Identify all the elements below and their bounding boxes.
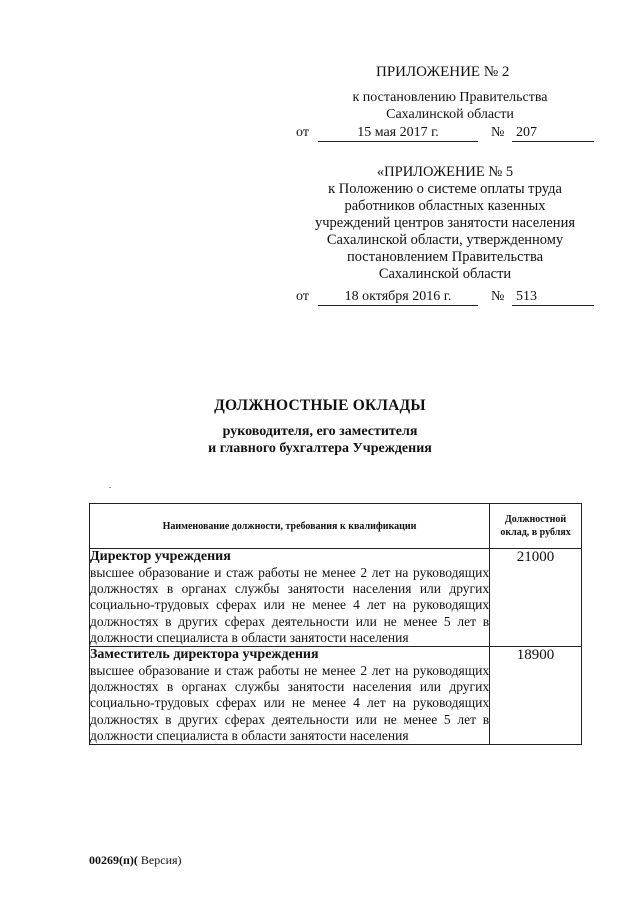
resolution-number: 207 (512, 124, 594, 142)
table-row (90, 647, 582, 745)
header-salary-line: оклад, в рублях (500, 527, 571, 538)
appendix-date-line (296, 124, 596, 142)
header-position-name: Наименование должности, требования к квалификации (90, 504, 490, 549)
position-title: Заместитель директора учреждения (90, 647, 319, 663)
document-subtitle-line: и главного бухгалтера Учреждения (208, 441, 432, 456)
position-cell (90, 549, 490, 647)
resolution-date: 15 мая 2017 г. (318, 124, 478, 142)
header-salary-line: Должностной (504, 514, 567, 525)
document-subtitle-line: руководителя, его заместителя (222, 424, 418, 439)
appendix5-date-line (296, 288, 596, 306)
appendix5-line: Сахалинской области, утвержденному (326, 232, 564, 248)
header-salary (490, 504, 582, 549)
appendix-subtitle-line: Сахалинской области (386, 107, 514, 122)
position-requirements: высшее образование и стаж работы не менее 2 лет на руководящих должностях в органах службы занятости населения или других социально-трудовых сферах или не менее 4 лет на руководящих должностях в других сферах деятельности или не менее 5 лет в должности специалиста в области занятости населения (90, 663, 490, 743)
document-subtitle (0, 423, 640, 457)
appendix5-line: постановлением Правительства (346, 249, 544, 265)
appendix5-block (300, 164, 590, 283)
appendix-subtitle-line: к постановлению Правительства (352, 90, 548, 105)
appendix5-line: учреждений центров занятости населения (314, 215, 576, 231)
regulation-number: 513 (512, 288, 594, 306)
salary-value: 18900 (490, 647, 582, 745)
scan-mark (109, 487, 111, 488)
number-label: № (491, 289, 505, 304)
document-footer (89, 853, 182, 867)
appendix5-line: к Положению о системе оплаты труда (328, 181, 562, 197)
appendix-subtitle (320, 89, 580, 123)
appendix5-line: Сахалинской области (378, 266, 512, 282)
document-code: 00269(п)( (89, 853, 138, 867)
document-title: ДОЛЖНОСТНЫЕ ОКЛАДЫ (214, 397, 426, 414)
position-title: Директор учреждения (90, 549, 231, 564)
appendix5-line: «ПРИЛОЖЕНИЕ № 5 (376, 164, 514, 180)
document-version: Версия) (137, 853, 182, 867)
number-label: № (491, 125, 505, 140)
table-header-row (90, 504, 582, 549)
ot-label: от (296, 289, 309, 304)
position-requirements: высшее образование и стаж работы не менее 2 лет на руководящих должностях в органах службы занятости населения или других социально-трудовых сферах или не менее 4 лет на руководящих должностях в других сферах деятельности или не менее 5 лет в должности специалиста в области занятости населения (90, 565, 490, 645)
salary-table (89, 503, 582, 745)
table-row (90, 549, 582, 647)
salary-value: 21000 (490, 549, 582, 647)
position-cell (90, 647, 490, 745)
regulation-date: 18 октября 2016 г. (318, 288, 478, 306)
appendix-title: ПРИЛОЖЕНИЕ № 2 (376, 64, 510, 80)
ot-label: от (296, 125, 309, 140)
appendix5-line: работников областных казенных (344, 198, 546, 214)
